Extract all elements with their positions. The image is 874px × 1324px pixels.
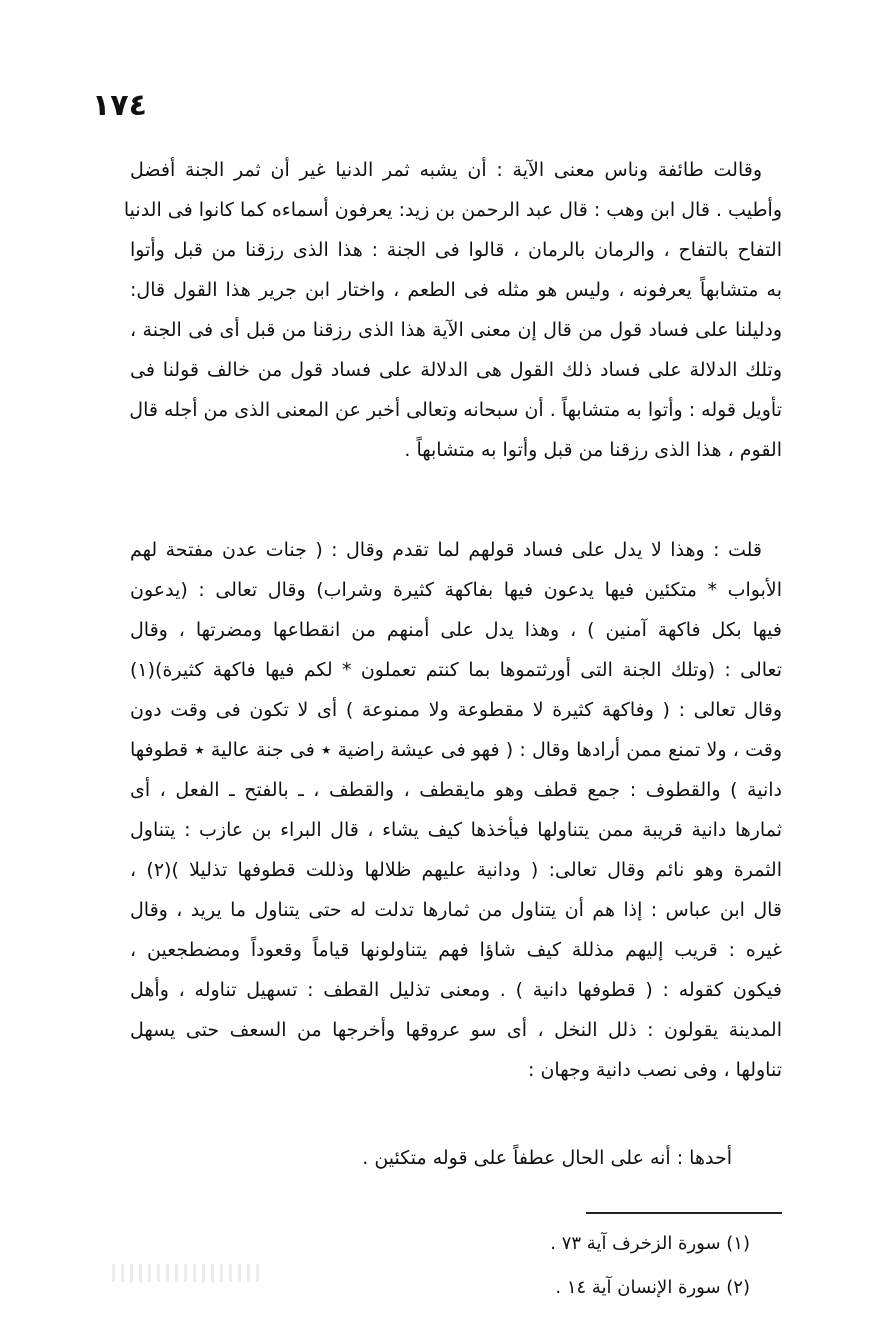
text-line: دانية ) والقطوف : جمع قطف وهو مايقطف ، والقطف ، ـ بالفتح ـ الفعل ، أى [130, 779, 782, 801]
text-line: وقت ، ولا تمنع ممن أرادها وقال : ( فهو فى عيشة راضية ٭ فى جنة عالية ٭ قطوفها [130, 739, 782, 761]
text-line: وقال تعالى : ( وفاكهة كثيرة لا مقطوعة ولا ممنوعة ) أى لا تكون فى وقت دون [130, 699, 782, 721]
footnote-divider [586, 1212, 782, 1214]
text-line: المدينة يقولون : ذلل النخل ، أى سو عروقها وأخرجها من السعف حتى يسهل [130, 1019, 782, 1041]
text-line: فيها بكل فاكهة آمنين ) ، وهذا يدل على أمنهم من انقطاعها ومضرتها ، وقال [130, 619, 782, 641]
paragraph-3 [300, 1138, 732, 1178]
text-line: وأطيب . قال ابن وهب : قال عبد الرحمن بن زيد: يعرفون أسماءه كما كانوا فى الدنيا [123, 199, 782, 221]
page-number: ١٧٤ [92, 88, 147, 123]
text-line: تناولها ، وفى نصب دانية وجهان : [528, 1059, 782, 1081]
text-line: التفاح بالتفاح ، والرمان بالرمان ، قالوا فى الجنة : هذا الذى رزقنا من قبل وأتوا [130, 239, 782, 261]
text-line: الثمرة وهو نائم وقال تعالى: ( ودانية عليهم ظلالها وذللت قطوفها تذليلا )(٢) ، [130, 859, 782, 881]
text-line: ودليلنا على فساد قول من قال إن معنى الآية هذا الذى رزقنا من قبل أى فى الجنة ، [130, 319, 782, 341]
text-line: به متشابهاً يعرفونه ، وليس هو مثله فى الطعم ، واختار ابن جرير هذا القول قال: [130, 279, 782, 301]
text-line: ثمارها دانية قريبة ممن يتناولها فيأخذها كيف يشاء ، قال البراء بن عازب : يتناول [130, 819, 782, 841]
text-line: الأبواب * متكئين فيها يدعون فيها بفاكهة كثيرة وشراب) وقال تعالى : (يدعون [130, 579, 782, 601]
text-line: وتلك الدلالة على فساد ذلك القول هى الدلالة على فساد قول من خالف قولنا فى [130, 359, 782, 381]
text-line: قال ابن عباس : إذا هم أن يتناول من ثمارها تدلت له حتى يتناول ما يريد ، وقال [130, 899, 782, 921]
paragraph-2 [130, 530, 782, 1090]
text-line: القوم ، هذا الذى رزقنا من قبل وأتوا به متشابهاً . [404, 439, 782, 461]
footnotes [380, 1222, 750, 1310]
text-line: وقالت طائفة وناس معنى الآية : أن يشبه ثمر الدنيا غير أن ثمر الجنة أفضل [130, 159, 762, 181]
text-line: تأويل قوله : وأتوا به متشابهاً . أن سبحانه وتعالى أخبر عن المعنى الذى من أجله قال [129, 399, 782, 421]
text-line: تعالى : (وتلك الجنة التى أورثتموها بما كنتم تعملون * لكم فيها فاكهة كثيرة)(١) [130, 659, 782, 681]
footnote-1: (١) سورة الزخرف آية ٧٣ . [550, 1233, 750, 1254]
scan-smudge [112, 1264, 262, 1282]
text-line: قلت : وهذا لا يدل على فساد قولهم لما تقدم وقال : ( جنات عدن مفتحة لهم [130, 539, 762, 561]
paragraph-1 [123, 150, 782, 470]
text-line: فيكون كقوله : ( قطوفها دانية ) . ومعنى تذليل القطف : تسهيل تناوله ، وأهل [130, 979, 782, 1001]
text-line: غيره : قريب إليهم مذللة كيف شاؤا فهم يتناولونها قياماً وقعوداً ومضطجعين ، [130, 939, 782, 961]
footnote-2: (٢) سورة الإنسان آية ١٤ . [555, 1277, 750, 1298]
text-line: أحدها : أنه على الحال عطفاً على قوله متكئين . [362, 1147, 732, 1169]
